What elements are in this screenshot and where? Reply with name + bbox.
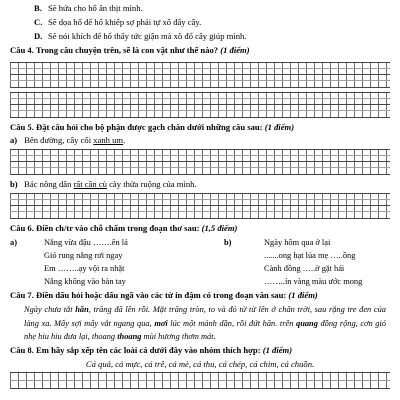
- answer-options: [10, 0, 390, 42]
- writing-grid[interactable]: [10, 62, 390, 88]
- bold-word[interactable]: thoang: [117, 332, 142, 341]
- poem-a-line[interactable]: Nắng vừa đậu …….ên lá: [44, 238, 128, 247]
- fish-list: Cá quả, cá mực, cá trê, cá mè, cá thu, cá chép, cá chim, cá chuồn.: [85, 358, 315, 369]
- writing-grid[interactable]: [10, 149, 390, 175]
- poem-a-line[interactable]: Gió rung nắng rơi ngay: [44, 251, 123, 260]
- bold-word[interactable]: hăn: [75, 305, 89, 314]
- poem-a-line[interactable]: Em ……..ạy vội ra nhặt: [44, 264, 125, 273]
- question-7-passage: Ngày chưa tắt hăn, trăng đã lên rồi. Mặt trăng tròn, to và đỏ từ từ lên ở chân trời, sau rặng tre đen của làng xa. Mấy sợi mây vắt ngang qua, mơi lúc một mảnh dần, rồi đứt hăn. trên quang đồng rộng, cơn gió nhẹ hiu hiu đưa lại, thoang thoang mùi hương thơm mát.: [24, 305, 386, 341]
- poem-a-letter: a): [10, 238, 17, 247]
- bold-word[interactable]: quang: [296, 318, 318, 328]
- poem-b-line[interactable]: Cành đồng …..ờ gặt hái: [264, 264, 345, 273]
- question-7: [10, 290, 390, 344]
- question-8-title: Câu 8. Em hãy sắp xếp tên các loài cá dưới đây vào nhóm thích hợp: (1 điểm): [10, 344, 293, 355]
- poem-b-line[interactable]: ……..ín vàng màu ước mong: [264, 277, 363, 286]
- question-5: [10, 122, 390, 219]
- poem-b-letter: b): [224, 238, 232, 247]
- question-5a: a) Bên đường, cây cối xanh um.: [10, 135, 126, 145]
- poem-b-line[interactable]: .......ong hạt lúa mẹ …..ồng: [264, 251, 356, 260]
- option-d: D. Sẽ nói khích để hổ thấy tức giận mà xô đổ cây giúp mình.: [34, 31, 247, 41]
- question-6: [10, 223, 390, 288]
- option-b: B. Sẽ hứa cho hổ ăn thịt mình.: [34, 3, 143, 13]
- underlined-phrase: rất cần cù: [73, 179, 107, 189]
- underlined-phrase: xanh um: [93, 135, 124, 145]
- writing-grid[interactable]: [10, 193, 390, 219]
- question-6-title: Câu 6. Điền ch/tr vào chỗ chấm trong đoạn thơ sau: (1,5 điểm): [10, 223, 238, 233]
- question-5b: b) Bác nông dân rất cần cù cày thửa ruộng của mình.: [10, 179, 197, 189]
- writing-grid[interactable]: [10, 372, 390, 389]
- bold-word[interactable]: mơi: [154, 318, 168, 328]
- poem-a-line[interactable]: Nắng không vào bàn tay: [44, 277, 126, 286]
- writing-grid[interactable]: [10, 92, 390, 118]
- question-7-title: Câu 7. Điền dấu hỏi hoặc dấu ngã vào các từ in đậm có trong đoạn văn sau: (1 điểm): [10, 290, 318, 300]
- option-c: C. Sẽ dọa hổ để hổ khiếp sợ phải tự xô đẩy cây.: [34, 17, 202, 27]
- question-4-title: Câu 4. Trong câu chuyện trên, sẽ là con vật như thế nào? (1 điểm): [10, 45, 250, 55]
- question-8: [10, 345, 390, 389]
- question-5-title: Câu 5. Đặt câu hỏi cho bộ phận được gạch chân dưới những câu sau: (1 điểm): [10, 122, 295, 132]
- question-4: [10, 45, 390, 118]
- poem-table: [10, 236, 390, 288]
- poem-b-line[interactable]: Ngày hôm qua ở lại: [264, 238, 331, 247]
